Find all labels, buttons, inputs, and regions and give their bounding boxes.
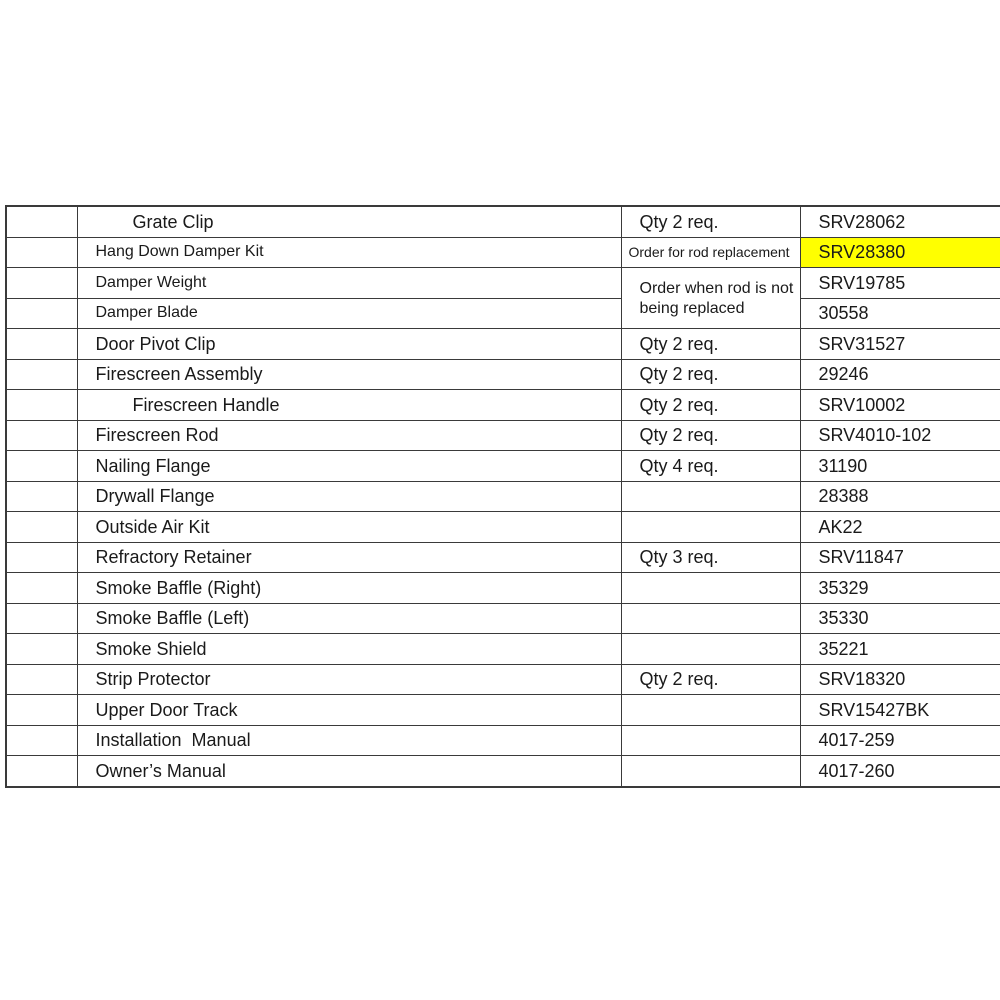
note-cell	[621, 573, 800, 604]
index-cell	[6, 695, 77, 726]
description-cell: Smoke Baffle (Left)	[77, 603, 621, 634]
table-row	[6, 420, 1000, 451]
part-number-cell: 30558	[800, 298, 1000, 329]
description-cell: Nailing Flange	[77, 451, 621, 482]
note-cell	[621, 512, 800, 543]
description-cell: Smoke Shield	[77, 634, 621, 665]
table-row	[6, 298, 1000, 329]
description-cell: Damper Weight	[77, 268, 621, 299]
table-row	[6, 206, 1000, 237]
table-row	[6, 542, 1000, 573]
description-cell: Upper Door Track	[77, 695, 621, 726]
note-cell: Qty 2 req.	[621, 359, 800, 390]
part-number-cell: 28388	[800, 481, 1000, 512]
description-cell: Refractory Retainer	[77, 542, 621, 573]
table-row	[6, 481, 1000, 512]
note-cell: Qty 2 req.	[621, 329, 800, 360]
index-cell	[6, 664, 77, 695]
table-row	[6, 268, 1000, 299]
note-cell: Qty 3 req.	[621, 542, 800, 573]
index-cell	[6, 237, 77, 268]
description-cell: Firescreen Assembly	[77, 359, 621, 390]
note-cell: Qty 2 req.	[621, 390, 800, 421]
description-cell: Installation Manual	[77, 725, 621, 756]
index-cell	[6, 725, 77, 756]
description-cell: Door Pivot Clip	[77, 329, 621, 360]
index-cell	[6, 298, 77, 329]
table-row	[6, 451, 1000, 482]
index-cell	[6, 206, 77, 237]
note-cell	[621, 603, 800, 634]
part-number-cell: SRV15427BK	[800, 695, 1000, 726]
part-number-cell: SRV4010-102	[800, 420, 1000, 451]
index-cell	[6, 634, 77, 665]
parts-table	[5, 205, 1000, 788]
table-row	[6, 390, 1000, 421]
description-cell: Firescreen Handle	[77, 390, 621, 421]
description-cell: Firescreen Rod	[77, 420, 621, 451]
description-cell: Owner’s Manual	[77, 756, 621, 787]
part-number-cell: 29246	[800, 359, 1000, 390]
note-cell-merged: Order when rod is not being replaced	[621, 268, 800, 329]
index-cell	[6, 603, 77, 634]
part-number-cell: 31190	[800, 451, 1000, 482]
part-number-cell: 4017-259	[800, 725, 1000, 756]
note-cell	[621, 756, 800, 787]
table-row	[6, 329, 1000, 360]
part-number-cell: AK22	[800, 512, 1000, 543]
table-row	[6, 603, 1000, 634]
index-cell	[6, 481, 77, 512]
description-cell: Outside Air Kit	[77, 512, 621, 543]
description-cell: Damper Blade	[77, 298, 621, 329]
description-cell: Hang Down Damper Kit	[77, 237, 621, 268]
table-row	[6, 237, 1000, 268]
table-row	[6, 664, 1000, 695]
description-cell: Smoke Baffle (Right)	[77, 573, 621, 604]
index-cell	[6, 359, 77, 390]
table-row	[6, 695, 1000, 726]
part-number-cell: SRV28062	[800, 206, 1000, 237]
note-cell: Qty 2 req.	[621, 206, 800, 237]
index-cell	[6, 420, 77, 451]
note-cell	[621, 725, 800, 756]
note-cell	[621, 481, 800, 512]
note-cell	[621, 634, 800, 665]
table-row	[6, 512, 1000, 543]
index-cell	[6, 390, 77, 421]
part-number-cell: 35329	[800, 573, 1000, 604]
table-row	[6, 725, 1000, 756]
index-cell	[6, 451, 77, 482]
note-cell	[621, 695, 800, 726]
table-row	[6, 573, 1000, 604]
index-cell	[6, 329, 77, 360]
description-cell: Strip Protector	[77, 664, 621, 695]
description-cell: Drywall Flange	[77, 481, 621, 512]
table-row	[6, 359, 1000, 390]
part-number-cell: 35221	[800, 634, 1000, 665]
part-number-cell: SRV11847	[800, 542, 1000, 573]
note-cell: Qty 4 req.	[621, 451, 800, 482]
note-cell: Qty 2 req.	[621, 664, 800, 695]
part-number-cell: SRV10002	[800, 390, 1000, 421]
part-number-cell: 35330	[800, 603, 1000, 634]
table-row	[6, 756, 1000, 787]
description-cell: Grate Clip	[77, 206, 621, 237]
index-cell	[6, 573, 77, 604]
index-cell	[6, 542, 77, 573]
part-number-cell: SRV18320	[800, 664, 1000, 695]
note-cell: Qty 2 req.	[621, 420, 800, 451]
note-cell: Order for rod replacement	[621, 237, 800, 268]
part-number-cell: SRV19785	[800, 268, 1000, 299]
index-cell	[6, 268, 77, 299]
index-cell	[6, 756, 77, 787]
part-number-cell: 4017-260	[800, 756, 1000, 787]
part-number-cell-highlighted: SRV28380	[800, 237, 1000, 268]
part-number-cell: SRV31527	[800, 329, 1000, 360]
table-row	[6, 634, 1000, 665]
index-cell	[6, 512, 77, 543]
